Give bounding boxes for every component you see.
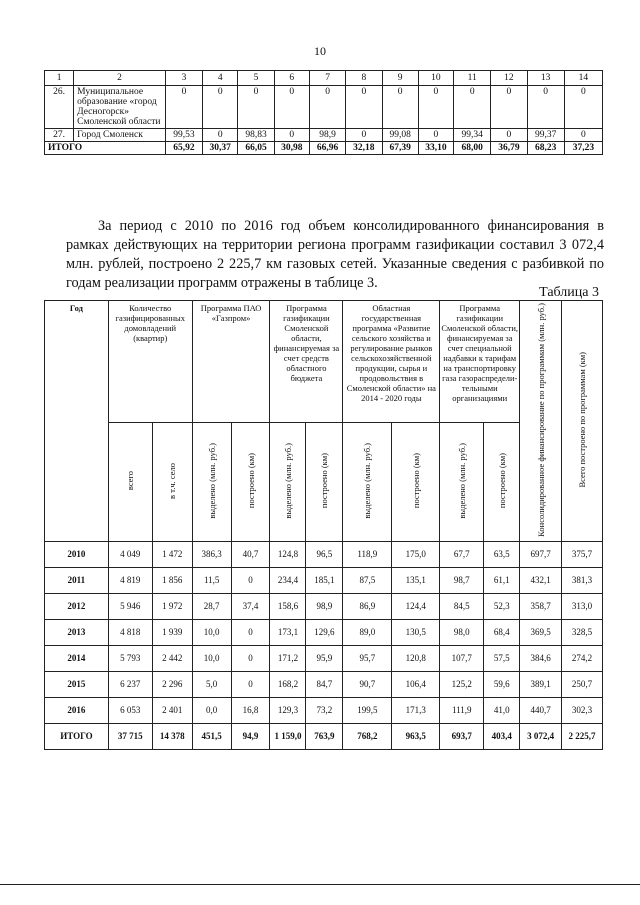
cell: 0 xyxy=(491,86,527,129)
year-cell: 2010 xyxy=(45,541,109,567)
cell: 30,98 xyxy=(274,142,309,155)
cell: 68,4 xyxy=(484,619,520,645)
cell: 0 xyxy=(418,129,453,142)
cell: 432,1 xyxy=(520,567,562,593)
cell: 96,5 xyxy=(306,541,343,567)
cell: 768,2 xyxy=(343,723,392,749)
cell: 0 xyxy=(309,86,345,129)
cell: 0 xyxy=(165,86,202,129)
year-cell: 2014 xyxy=(45,645,109,671)
total-label: ИТОГО xyxy=(45,142,166,155)
households-header: Количество газифицированных домовладений (квартир) xyxy=(108,301,192,423)
cell: 171,3 xyxy=(392,697,440,723)
cell: 328,5 xyxy=(562,619,603,645)
cell: 99,08 xyxy=(382,129,418,142)
sub-header-text: выделено (млн. руб.) xyxy=(456,443,467,519)
sub-header xyxy=(231,422,270,541)
year-cell: 2015 xyxy=(45,671,109,697)
col-number: 8 xyxy=(346,71,382,86)
consolidated-header-text: Консолидированное финансирование по программам (млн. руб.) xyxy=(535,303,546,537)
cell: 381,3 xyxy=(562,567,603,593)
table-row xyxy=(45,567,603,593)
cell: 963,5 xyxy=(392,723,440,749)
sub-header-text: построено (км) xyxy=(319,453,330,509)
total-built-header-text: Всего построено по программам (км) xyxy=(577,352,588,488)
cell: 118,9 xyxy=(343,541,392,567)
sub-header xyxy=(343,422,392,541)
cell: 440,7 xyxy=(520,697,562,723)
sub-header xyxy=(108,422,152,541)
cell: 0 xyxy=(346,129,382,142)
cell: 99,34 xyxy=(454,129,491,142)
cell: 1 939 xyxy=(152,619,192,645)
table-row xyxy=(45,86,603,129)
cell: 274,2 xyxy=(562,645,603,671)
cell: 403,4 xyxy=(484,723,520,749)
table-row xyxy=(45,645,603,671)
year-cell: 2012 xyxy=(45,593,109,619)
cell: 129,6 xyxy=(306,619,343,645)
cell: 5,0 xyxy=(192,671,231,697)
table-row xyxy=(45,593,603,619)
cell: 0 xyxy=(564,129,602,142)
cell: 0 xyxy=(418,86,453,129)
cell: 98,7 xyxy=(440,567,484,593)
year-header: Год xyxy=(45,301,109,542)
cell: 98,0 xyxy=(440,619,484,645)
cell: 40,7 xyxy=(231,541,270,567)
cell: 250,7 xyxy=(562,671,603,697)
cell: 1 159,0 xyxy=(270,723,306,749)
cell: 0 xyxy=(274,86,309,129)
consolidated-header xyxy=(520,301,562,542)
column-number-row xyxy=(45,71,603,86)
col-number: 10 xyxy=(418,71,453,86)
cell: 375,7 xyxy=(562,541,603,567)
cell: 6 053 xyxy=(108,697,152,723)
funding-table xyxy=(44,300,603,750)
municipality-name: Город Смоленск xyxy=(74,129,166,142)
sub-header-text: построено (км) xyxy=(245,453,256,509)
footer-divider xyxy=(0,884,640,885)
cell: 37,23 xyxy=(564,142,602,155)
cell: 99,53 xyxy=(165,129,202,142)
cell: 52,3 xyxy=(484,593,520,619)
cell: 302,3 xyxy=(562,697,603,723)
col-number: 7 xyxy=(309,71,345,86)
cell: 16,8 xyxy=(231,697,270,723)
cell: 358,7 xyxy=(520,593,562,619)
tariff-program-header: Программа газификации Смоленской области, финансируемая за счет специальной надбавки к тарифам на транспортировку газа газораспредели-тельными организациями xyxy=(440,301,520,423)
cell: 4 819 xyxy=(108,567,152,593)
cell: 107,7 xyxy=(440,645,484,671)
funding-table-body xyxy=(45,541,603,749)
cell: 66,96 xyxy=(309,142,345,155)
cell: 0 xyxy=(346,86,382,129)
year-cell: 2011 xyxy=(45,567,109,593)
gazprom-header: Программа ПАО «Газпром» xyxy=(192,301,270,423)
cell: 4 818 xyxy=(108,619,152,645)
cell: 99,37 xyxy=(527,129,564,142)
cell: 98,83 xyxy=(238,129,274,142)
cell: 61,1 xyxy=(484,567,520,593)
cell: 171,2 xyxy=(270,645,306,671)
col-number: 4 xyxy=(203,71,238,86)
cell: 90,7 xyxy=(343,671,392,697)
cell: 0 xyxy=(231,671,270,697)
row-number: 27. xyxy=(45,129,74,142)
col-number: 13 xyxy=(527,71,564,86)
table-caption: Таблица 3 xyxy=(539,285,599,300)
col-number: 5 xyxy=(238,71,274,86)
year-cell: 2016 xyxy=(45,697,109,723)
cell: 693,7 xyxy=(440,723,484,749)
table-row xyxy=(45,671,603,697)
sub-header xyxy=(306,422,343,541)
total-row xyxy=(45,142,603,155)
row-number: 26. xyxy=(45,86,74,129)
cell: 11,5 xyxy=(192,567,231,593)
cell: 0 xyxy=(231,645,270,671)
cell: 14 378 xyxy=(152,723,192,749)
cell: 0 xyxy=(231,567,270,593)
sub-header xyxy=(392,422,440,541)
cell: 5 946 xyxy=(108,593,152,619)
cell: 369,5 xyxy=(520,619,562,645)
cell: 168,2 xyxy=(270,671,306,697)
cell: 98,9 xyxy=(306,593,343,619)
cell: 28,7 xyxy=(192,593,231,619)
cell: 84,7 xyxy=(306,671,343,697)
cell: 386,3 xyxy=(192,541,231,567)
sub-header xyxy=(440,422,484,541)
sub-header-text: построено (км) xyxy=(410,453,421,509)
col-number: 12 xyxy=(491,71,527,86)
cell: 124,8 xyxy=(270,541,306,567)
total-label: ИТОГО xyxy=(45,723,109,749)
cell: 67,39 xyxy=(382,142,418,155)
cell: 94,9 xyxy=(231,723,270,749)
cell: 173,1 xyxy=(270,619,306,645)
col-number: 2 xyxy=(74,71,166,86)
table-row xyxy=(45,541,603,567)
col-number: 11 xyxy=(454,71,491,86)
cell: 98,9 xyxy=(309,129,345,142)
cell: 68,23 xyxy=(527,142,564,155)
cell: 4 049 xyxy=(108,541,152,567)
cell: 10,0 xyxy=(192,619,231,645)
cell: 234,4 xyxy=(270,567,306,593)
sub-header-text: выделено (млн. руб.) xyxy=(362,443,373,519)
cell: 0 xyxy=(274,129,309,142)
cell: 129,3 xyxy=(270,697,306,723)
sub-header xyxy=(270,422,306,541)
gasification-level-table xyxy=(44,70,603,155)
table-row xyxy=(45,129,603,142)
table-row xyxy=(45,697,603,723)
cell: 33,10 xyxy=(418,142,453,155)
cell: 84,5 xyxy=(440,593,484,619)
cell: 106,4 xyxy=(392,671,440,697)
cell: 0 xyxy=(527,86,564,129)
cell: 0 xyxy=(203,86,238,129)
cell: 36,79 xyxy=(491,142,527,155)
cell: 451,5 xyxy=(192,723,231,749)
cell: 0 xyxy=(454,86,491,129)
sub-header-text: выделено (млн. руб.) xyxy=(282,443,293,519)
cell: 2 401 xyxy=(152,697,192,723)
sub-header xyxy=(152,422,192,541)
year-cell: 2013 xyxy=(45,619,109,645)
cell: 2 225,7 xyxy=(562,723,603,749)
body-paragraph: За период с 2010 по 2016 год объем консолидированного финансирования в рамках действующих на территории региона программ газификации составил 3 072,4 млн. рублей, построено 2 225,7 км газовых сетей. Указанные сведения с разбивкой по годам реализации программ отражены в таблице 3. xyxy=(66,218,604,292)
cell: 89,0 xyxy=(343,619,392,645)
regional-budget-header: Программа газификации Смоленской области, финансируемая за счет средств областного бюджета xyxy=(270,301,343,423)
cell: 32,18 xyxy=(346,142,382,155)
cell: 1 856 xyxy=(152,567,192,593)
cell: 763,9 xyxy=(306,723,343,749)
cell: 158,6 xyxy=(270,593,306,619)
cell: 0,0 xyxy=(192,697,231,723)
sub-header-text: в т.ч. село xyxy=(167,462,178,499)
sub-header-text: построено (км) xyxy=(496,453,507,509)
sub-header-text: выделено (млн. руб.) xyxy=(206,443,217,519)
cell: 63,5 xyxy=(484,541,520,567)
cell: 135,1 xyxy=(392,567,440,593)
cell: 130,5 xyxy=(392,619,440,645)
cell: 73,2 xyxy=(306,697,343,723)
cell: 10,0 xyxy=(192,645,231,671)
col-number: 3 xyxy=(165,71,202,86)
cell: 0 xyxy=(238,86,274,129)
cell: 30,37 xyxy=(203,142,238,155)
sub-header xyxy=(484,422,520,541)
cell: 57,5 xyxy=(484,645,520,671)
cell: 313,0 xyxy=(562,593,603,619)
cell: 1 972 xyxy=(152,593,192,619)
cell: 697,7 xyxy=(520,541,562,567)
cell: 6 237 xyxy=(108,671,152,697)
cell: 2 296 xyxy=(152,671,192,697)
cell: 66,05 xyxy=(238,142,274,155)
cell: 3 072,4 xyxy=(520,723,562,749)
total-built-header xyxy=(562,301,603,542)
cell: 5 793 xyxy=(108,645,152,671)
municipality-name: Муниципальное образование «город Десногорск» Смоленской области xyxy=(74,86,166,129)
cell: 37,4 xyxy=(231,593,270,619)
cell: 111,9 xyxy=(440,697,484,723)
cell: 0 xyxy=(203,129,238,142)
cell: 68,00 xyxy=(454,142,491,155)
cell: 0 xyxy=(382,86,418,129)
page-number: 10 xyxy=(314,44,326,58)
cell: 0 xyxy=(564,86,602,129)
cell: 65,92 xyxy=(165,142,202,155)
cell: 41,0 xyxy=(484,697,520,723)
cell: 2 442 xyxy=(152,645,192,671)
cell: 95,7 xyxy=(343,645,392,671)
cell: 120,8 xyxy=(392,645,440,671)
total-row xyxy=(45,723,603,749)
subheader-row xyxy=(45,422,603,541)
cell: 185,1 xyxy=(306,567,343,593)
cell: 67,7 xyxy=(440,541,484,567)
cell: 1 472 xyxy=(152,541,192,567)
header-row xyxy=(45,301,603,423)
col-number: 1 xyxy=(45,71,74,86)
cell: 124,4 xyxy=(392,593,440,619)
cell: 87,5 xyxy=(343,567,392,593)
agriculture-program-header: Областная государственная программа «Развитие сельского хозяйства и регулирование рынков сельскохозяйственной продукции, сырья и продовольствия в Смоленской области» на 2014 - 2020 годы xyxy=(343,301,440,423)
cell: 0 xyxy=(231,619,270,645)
col-number: 6 xyxy=(274,71,309,86)
cell: 384,6 xyxy=(520,645,562,671)
sub-header xyxy=(192,422,231,541)
cell: 175,0 xyxy=(392,541,440,567)
cell: 95,9 xyxy=(306,645,343,671)
cell: 125,2 xyxy=(440,671,484,697)
cell: 59,6 xyxy=(484,671,520,697)
cell: 389,1 xyxy=(520,671,562,697)
cell: 37 715 xyxy=(108,723,152,749)
col-number: 9 xyxy=(382,71,418,86)
table-row xyxy=(45,619,603,645)
cell: 86,9 xyxy=(343,593,392,619)
cell: 199,5 xyxy=(343,697,392,723)
cell: 0 xyxy=(491,129,527,142)
sub-header-text: всего xyxy=(125,471,136,491)
col-number: 14 xyxy=(564,71,602,86)
